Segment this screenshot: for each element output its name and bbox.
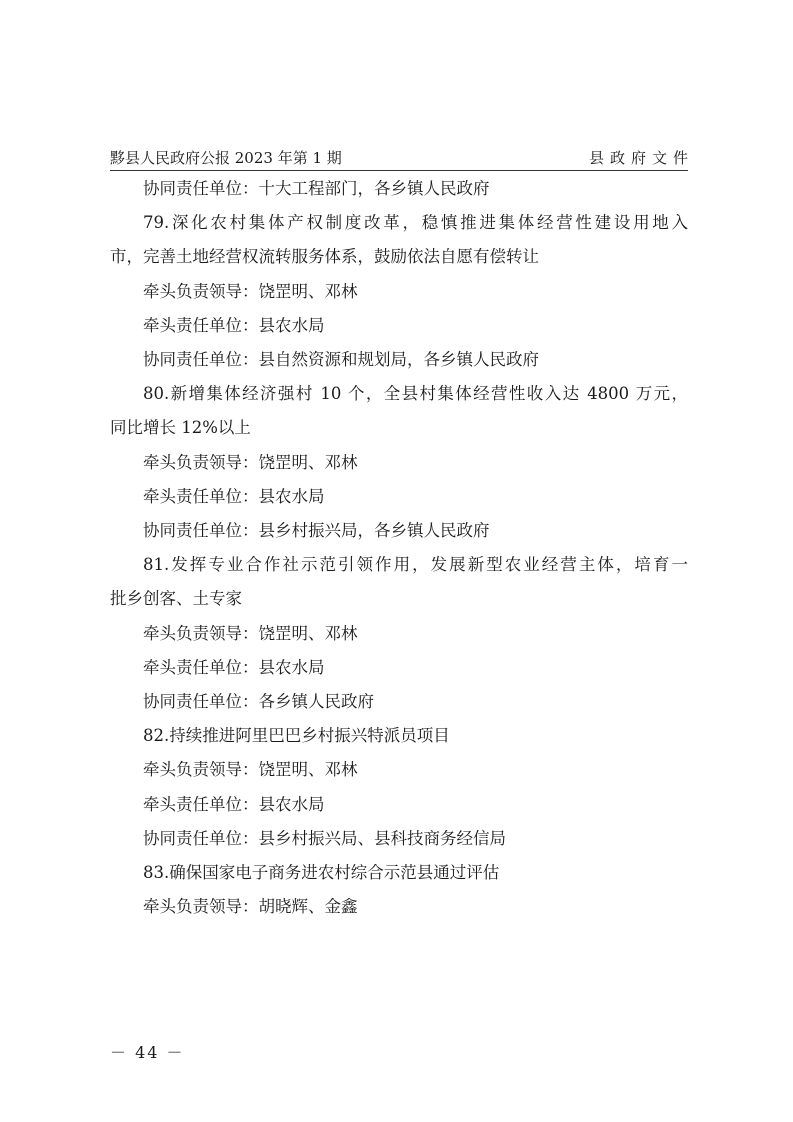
item-81-title-cont: 批乡创客、土专家 xyxy=(110,589,242,609)
item-80-title-cont: 同比增长 12%以上 xyxy=(110,418,251,438)
text-line: 牵头负责领导：饶罡明、邓林 xyxy=(143,452,358,472)
text-line: 牵头负责领导：饶罡明、邓林 xyxy=(143,623,358,643)
page-header xyxy=(110,140,694,168)
page-number: － 44 － xyxy=(110,1043,185,1062)
text-line: 牵头责任单位：县农水局 xyxy=(143,657,325,677)
item-81-title: 81.发挥专业合作社示范引领作用，发展新型农业经营主体，培育一 xyxy=(143,555,688,575)
text-line: 牵头责任单位：县农水局 xyxy=(143,794,325,814)
text-line: 牵头责任单位：县农水局 xyxy=(143,315,325,335)
text-line: 牵头负责领导：饶罡明、邓林 xyxy=(143,760,358,780)
text-line: 牵头负责领导：胡晓辉、金鑫 xyxy=(143,897,358,917)
text-line: 协同责任单位：县自然资源和规划局，各乡镇人民政府 xyxy=(143,350,539,370)
text-line: 牵头负责领导：饶罡明、邓林 xyxy=(143,281,358,301)
item-80-title: 80.新增集体经济强村 10 个，全县村集体经营性收入达 4800 万元， xyxy=(143,384,688,404)
text-line: 协同责任单位：县乡村振兴局、县科技商务经信局 xyxy=(143,828,506,848)
item-79-title-cont: 市，完善土地经营权流转服务体系，鼓励依法自愿有偿转让 xyxy=(110,247,539,267)
header-divider xyxy=(110,170,688,171)
text-line: 协同责任单位：各乡镇人民政府 xyxy=(143,692,374,712)
bulletin-title: 黟县人民政府公报 2023 年第 1 期 xyxy=(110,149,342,167)
text-line: 协同责任单位：十大工程部门，各乡镇人民政府 xyxy=(143,179,490,198)
text-line: 协同责任单位：县乡村振兴局，各乡镇人民政府 xyxy=(143,521,490,541)
item-79-title: 79.深化农村集体产权制度改革，稳慎推进集体经营性建设用地入 xyxy=(143,213,688,233)
document-body xyxy=(110,172,688,924)
section-title: 县政府文件 xyxy=(588,149,694,167)
text-line: 牵头责任单位：县农水局 xyxy=(143,486,325,506)
item-82-title: 82.持续推进阿里巴巴乡村振兴特派员项目 xyxy=(143,726,450,746)
item-83-title: 83.确保国家电子商务进农村综合示范县通过评估 xyxy=(143,863,500,883)
